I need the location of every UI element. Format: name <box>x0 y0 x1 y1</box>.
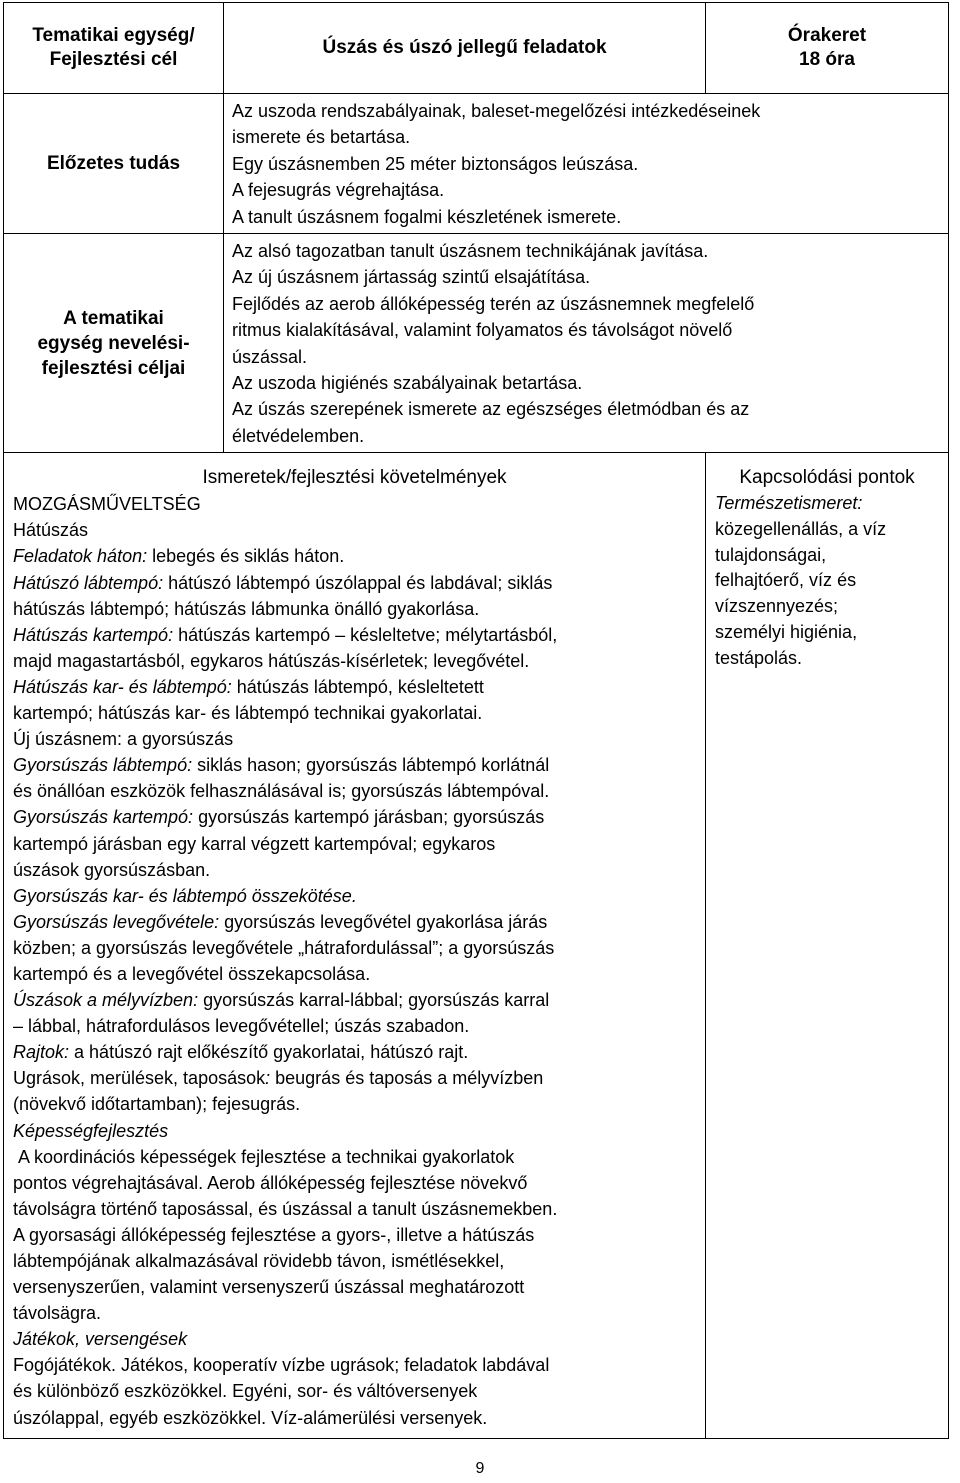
text-line: ismerete és betartása. <box>232 127 411 148</box>
italic-term: Feladatok háton: <box>13 546 148 567</box>
text-run: felhajtóerő, víz és <box>715 570 857 591</box>
goals-row <box>4 234 949 453</box>
text-line <box>13 778 698 804</box>
text-line <box>13 543 698 569</box>
text-run: hátúszás lábtempó; hátúszás lábmunka önálló gyakorlása. <box>13 598 480 619</box>
requirements-cell <box>4 453 706 1438</box>
text-line <box>13 1091 698 1117</box>
text-line: ritmus kialakításával, valamint folyamatos és távolságot növelő <box>232 320 733 341</box>
text-run: hátúszás lábtempó, késleltetett <box>231 676 484 697</box>
text-line: Az alsó tagozatban tanult úszásnem technikájának javítása. <box>232 241 709 262</box>
italic-term: Képességfejlesztés <box>13 1120 169 1141</box>
text-line <box>13 987 698 1013</box>
goals-label-line: fejlesztési céljai <box>41 357 186 379</box>
goals-label-line: egység nevelési- <box>37 332 190 354</box>
text-line <box>13 726 698 752</box>
text-run: – lábbal, hátrafordulásos levegővétellel; úszás szabadon. <box>13 1016 470 1037</box>
text-run: MOZGÁSMŰVELTSÉG <box>13 494 201 515</box>
text-line: úszással. <box>232 346 308 367</box>
text-line <box>13 1248 698 1274</box>
text-line <box>13 1039 698 1065</box>
connections-cell <box>706 453 949 1438</box>
hours-label: Órakeret <box>787 25 867 46</box>
text-run: személyi higiénia, <box>715 621 858 642</box>
text-line <box>13 752 698 778</box>
text-line <box>13 1378 698 1404</box>
header-topic-title <box>224 3 706 94</box>
header-unit-line: Tematikai egység/ <box>32 25 195 46</box>
italic-term: Hátúszó lábtempó: <box>13 572 164 593</box>
text-line <box>715 594 941 620</box>
text-run: majd magastartásból, egykaros hátúszás-kísérletek; levegővétel. <box>13 650 530 671</box>
page-number: 9 <box>475 1460 485 1477</box>
text-line <box>13 804 698 830</box>
text-run: közegellenállás, a víz <box>715 518 887 539</box>
text-line <box>13 857 698 883</box>
text-line <box>13 1144 698 1170</box>
connections-content <box>707 491 947 671</box>
text-line: Az úszás szerepének ismerete az egészséges életmódban és az <box>232 399 750 420</box>
text-line <box>715 646 941 672</box>
header-hours <box>706 3 949 94</box>
hours-value: 18 óra <box>799 49 855 70</box>
text-line: Egy úszásnemben 25 méter biztonságos leúszása. <box>232 153 639 174</box>
text-line: Az új úszásnem jártasság szintű elsajátítása. <box>232 267 591 288</box>
text-run: úszólappal, egyéb eszközökkel. Víz-alámerülési versenyek. <box>13 1407 488 1428</box>
italic-term: Természetismeret: <box>715 493 863 514</box>
italic-term: Hátúszás kar- és lábtempó: <box>13 676 232 697</box>
goals-label-line: A tematikai <box>63 307 164 329</box>
text-line <box>13 1274 698 1300</box>
text-line <box>715 568 941 594</box>
text-line: A fejesugrás végrehajtása. <box>232 180 445 201</box>
italic-term: Gyorsúszás kar- és lábtempó összekötése. <box>13 885 357 906</box>
text-line <box>13 909 698 935</box>
text-run: pontos végrehajtásával. Aerob állóképesség fejlesztése növekvő <box>13 1172 528 1193</box>
text-run: A gyorsasági állóképesség fejlesztése a gyors-, illetve a hátúszás <box>13 1224 535 1245</box>
text-run: beugrás és taposás a mélyvízben <box>270 1068 544 1089</box>
text-run: gyorsúszás kartempó járásban; gyorsúszás <box>193 807 545 828</box>
curriculum-table <box>3 2 949 1439</box>
header-unit-label <box>4 3 224 94</box>
text-run: Ugrások, merülések, taposások <box>13 1068 266 1089</box>
text-line <box>13 491 698 517</box>
text-run: tulajdonságai, <box>715 544 827 565</box>
text-run: és különböző eszközökkel. Egyéni, sor- és váltóversenyek <box>13 1381 478 1402</box>
text-run: gyorsúszás levegővétel gyakorlása járás <box>219 911 548 932</box>
text-line <box>715 491 941 517</box>
text-line <box>13 700 698 726</box>
text-run: Fogójátékok. Játékos, kooperatív vízbe ugrások; feladatok labdával <box>13 1355 550 1376</box>
italic-term: Hátúszás kartempó: <box>13 624 174 645</box>
text-line <box>13 1326 698 1352</box>
text-run: hátúszás kartempó – késleltetve; mélytartásból, <box>173 624 558 645</box>
text-line <box>13 961 698 987</box>
requirements-row <box>4 453 949 1438</box>
text-line <box>13 1170 698 1196</box>
italic-term: Úszások a mélyvízben: <box>13 990 199 1011</box>
text-run: közben; a gyorsúszás levegővétele „hátrafordulással”; a gyorsúszás <box>13 937 555 958</box>
text-line: életvédelemben. <box>232 425 365 446</box>
text-line: Fejlődés az aerob állóképesség terén az úszásnemnek megfelelő <box>232 293 755 314</box>
italic-term: Játékok, versengések <box>13 1329 188 1350</box>
text-run: úszások gyorsúszásban. <box>13 859 211 880</box>
text-run: lebegés és siklás háton. <box>147 546 345 567</box>
text-line <box>13 517 698 543</box>
text-run: (növekvő időtartamban); fejesugrás. <box>13 1094 301 1115</box>
text-line <box>13 622 698 648</box>
text-run: kartempó; hátúszás kar- és lábtempó technikai gyakorlatai. <box>13 703 483 724</box>
text-run: gyorsúszás karral-lábbal; gyorsúszás karral <box>198 990 550 1011</box>
italic-term: Gyorsúszás lábtempó: <box>13 755 193 776</box>
prior-knowledge-row <box>4 94 949 234</box>
text-run: távolsägra. <box>13 1303 102 1324</box>
text-run: vízszennyezés; <box>715 596 839 617</box>
italic-term: Gyorsúszás levegővétele: <box>13 911 220 932</box>
italic-term: : <box>265 1068 271 1089</box>
text-run: siklás hason; gyorsúszás lábtempó korlátnál <box>192 755 550 776</box>
text-line: A tanult úszásnem fogalmi készletének ismerete. <box>232 206 622 227</box>
goals-content <box>224 234 949 453</box>
text-run: lábtempójának alkalmazásával rövidebb távon, ismétlésekkel, <box>13 1251 505 1271</box>
text-line <box>13 674 698 700</box>
text-line <box>13 648 698 674</box>
requirements-content <box>5 491 704 1436</box>
text-line <box>13 883 698 909</box>
text-line <box>13 831 698 857</box>
text-line <box>715 517 941 543</box>
text-run: és önállóan eszközök felhasználásával is; gyorsúszás lábtempóval. <box>13 781 550 802</box>
text-line <box>13 1065 698 1091</box>
text-run: Új úszásnem: a gyorsúszás <box>13 729 234 750</box>
text-line: Az uszoda higiénés szabályainak betartása. <box>232 373 583 394</box>
text-line <box>13 1352 698 1378</box>
text-run: Hátúszás <box>13 520 89 541</box>
text-line <box>13 1222 698 1248</box>
italic-term: Gyorsúszás kartempó: <box>13 807 194 828</box>
curriculum-sheet <box>3 2 948 1439</box>
text-line: Az uszoda rendszabályainak, baleset-megelőzési intézkedéseinek <box>232 101 761 121</box>
text-run: A koordinációs képességek fejlesztése a technikai gyakorlatok <box>13 1146 515 1167</box>
text-line <box>13 570 698 596</box>
goals-label <box>4 234 224 453</box>
connections-heading: Kapcsolódási pontok <box>739 467 915 489</box>
text-run: versenyszerűen, valamint versenyszerű úszással meghatározott <box>13 1277 525 1298</box>
text-line <box>715 620 941 646</box>
text-run: kartempó és a levegővétel összekapcsolása. <box>13 963 371 984</box>
text-line <box>13 1300 698 1326</box>
topic-title-text: Úszás és úszó jellegű feladatok <box>322 37 607 58</box>
text-line <box>13 596 698 622</box>
text-run: testápolás. <box>715 647 803 668</box>
text-run: a hátúszó rajt előkészítő gyakorlatai, hátúszó rajt. <box>69 1042 469 1063</box>
italic-term: Rajtok: <box>13 1042 70 1063</box>
text-line <box>13 1013 698 1039</box>
prior-knowledge-label <box>4 94 224 234</box>
text-line <box>13 1196 698 1222</box>
text-line <box>13 1118 698 1144</box>
text-run: kartempó járásban egy karral végzett kartempóval; egykaros <box>13 833 496 854</box>
prior-knowledge-content <box>224 94 949 234</box>
text-line <box>13 1405 698 1431</box>
text-run: távolságra történő taposással, és úszással a tanult úszásnemekben. <box>13 1198 558 1219</box>
prior-knowledge-label-text: Előzetes tudás <box>46 153 181 175</box>
text-run: hátúszó lábtempó úszólappal és labdával; siklás <box>163 572 553 593</box>
header-unit-line: Fejlesztési cél <box>49 49 178 70</box>
requirements-heading: Ismeretek/fejlesztési követelmények <box>202 467 507 489</box>
text-line <box>13 935 698 961</box>
header-row <box>4 3 949 94</box>
text-line <box>715 543 941 569</box>
